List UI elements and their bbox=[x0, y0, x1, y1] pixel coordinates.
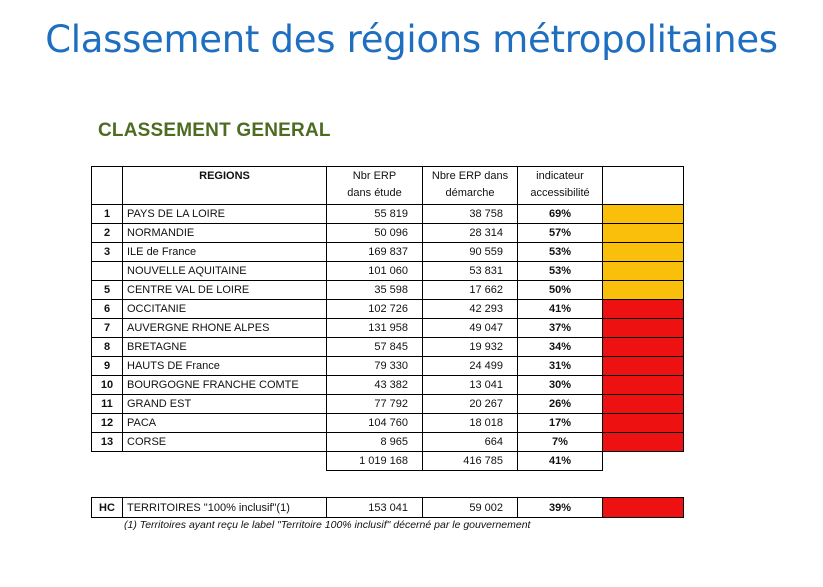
indicator-cell: 69% bbox=[518, 205, 603, 224]
erp-demarche-cell: 664 bbox=[423, 433, 518, 452]
region-cell: PAYS DE LA LOIRE bbox=[123, 205, 327, 224]
erp-demarche-cell: 18 018 bbox=[423, 414, 518, 433]
erp-etude-cell: 79 330 bbox=[327, 357, 423, 376]
indicator-cell: 34% bbox=[518, 338, 603, 357]
hc-indicator: 39% bbox=[518, 498, 603, 518]
erp-etude-cell: 8 965 bbox=[327, 433, 423, 452]
table-row bbox=[92, 243, 684, 262]
region-header: REGIONS bbox=[123, 167, 327, 205]
erp-etude-cell: 57 845 bbox=[327, 338, 423, 357]
table-header-row bbox=[92, 167, 684, 205]
table-row bbox=[92, 414, 684, 433]
erp-etude-cell: 35 598 bbox=[327, 281, 423, 300]
erp-demarche-cell: 53 831 bbox=[423, 262, 518, 281]
hc-region: TERRITOIRES "100% inclusif"(1) bbox=[123, 498, 327, 518]
indicator-cell: 7% bbox=[518, 433, 603, 452]
table-row bbox=[92, 319, 684, 338]
table-row bbox=[92, 433, 684, 452]
erp-demarche-cell: 42 293 bbox=[423, 300, 518, 319]
hc-erp-demarche: 59 002 bbox=[423, 498, 518, 518]
rank-cell: 7 bbox=[92, 319, 123, 338]
region-cell: NORMANDIE bbox=[123, 224, 327, 243]
color-cell bbox=[603, 243, 684, 262]
hc-rank: HC bbox=[92, 498, 123, 518]
region-cell: HAUTS DE France bbox=[123, 357, 327, 376]
erp-etude-header: Nbr ERP dans étude bbox=[327, 167, 423, 205]
indicator-cell: 31% bbox=[518, 357, 603, 376]
erp-demarche-cell: 38 758 bbox=[423, 205, 518, 224]
rank-cell: 1 bbox=[92, 205, 123, 224]
color-cell bbox=[603, 357, 684, 376]
table-row bbox=[92, 281, 684, 300]
erp-demarche-cell: 24 499 bbox=[423, 357, 518, 376]
erp-etude-cell: 101 060 bbox=[327, 262, 423, 281]
erp-demarche-cell: 28 314 bbox=[423, 224, 518, 243]
region-cell: NOUVELLE AQUITAINE bbox=[123, 262, 327, 281]
region-cell: CORSE bbox=[123, 433, 327, 452]
color-cell bbox=[603, 262, 684, 281]
erp-etude-cell: 104 760 bbox=[327, 414, 423, 433]
hc-table bbox=[91, 497, 684, 518]
region-cell: GRAND EST bbox=[123, 395, 327, 414]
region-cell: PACA bbox=[123, 414, 327, 433]
hc-row bbox=[92, 498, 684, 518]
erp-demarche-cell: 17 662 bbox=[423, 281, 518, 300]
erp-demarche-cell: 13 041 bbox=[423, 376, 518, 395]
table-row bbox=[92, 338, 684, 357]
indicator-cell: 37% bbox=[518, 319, 603, 338]
slide-title: Classement des régions métropolitaines bbox=[45, 18, 778, 61]
total-erp-etude: 1 019 168 bbox=[327, 452, 423, 471]
color-cell bbox=[603, 395, 684, 414]
erp-etude-cell: 169 837 bbox=[327, 243, 423, 262]
erp-etude-cell: 55 819 bbox=[327, 205, 423, 224]
totals-blank-rank bbox=[92, 452, 123, 471]
erp-etude-cell: 77 792 bbox=[327, 395, 423, 414]
erp-demarche-cell: 19 932 bbox=[423, 338, 518, 357]
rank-cell: 5 bbox=[92, 281, 123, 300]
erp-demarche-cell: 20 267 bbox=[423, 395, 518, 414]
totals-blank-region bbox=[123, 452, 327, 471]
erp-demarche-header: Nbre ERP dans démarche bbox=[423, 167, 518, 205]
color-cell bbox=[603, 338, 684, 357]
erp-etude-cell: 50 096 bbox=[327, 224, 423, 243]
erp-etude-cell: 131 958 bbox=[327, 319, 423, 338]
rank-cell: 13 bbox=[92, 433, 123, 452]
rank-cell: 6 bbox=[92, 300, 123, 319]
color-cell bbox=[603, 281, 684, 300]
table-row bbox=[92, 395, 684, 414]
region-cell: BOURGOGNE FRANCHE COMTE bbox=[123, 376, 327, 395]
color-cell bbox=[603, 224, 684, 243]
section-heading: CLASSEMENT GENERAL bbox=[98, 120, 331, 141]
indicator-cell: 53% bbox=[518, 243, 603, 262]
erp-etude-cell: 43 382 bbox=[327, 376, 423, 395]
color-cell bbox=[603, 376, 684, 395]
erp-etude-cell: 102 726 bbox=[327, 300, 423, 319]
total-indicator: 41% bbox=[518, 452, 603, 471]
total-erp-demarche: 416 785 bbox=[423, 452, 518, 471]
region-cell: OCCITANIE bbox=[123, 300, 327, 319]
region-cell: AUVERGNE RHONE ALPES bbox=[123, 319, 327, 338]
indicator-cell: 26% bbox=[518, 395, 603, 414]
table-row bbox=[92, 300, 684, 319]
erp-demarche-cell: 49 047 bbox=[423, 319, 518, 338]
region-cell: CENTRE VAL DE LOIRE bbox=[123, 281, 327, 300]
totals-blank-color bbox=[603, 452, 684, 471]
indicator-cell: 41% bbox=[518, 300, 603, 319]
rank-header bbox=[92, 167, 123, 205]
rank-cell bbox=[92, 262, 123, 281]
rank-cell: 8 bbox=[92, 338, 123, 357]
color-cell bbox=[603, 300, 684, 319]
table-row bbox=[92, 205, 684, 224]
region-cell: ILE de France bbox=[123, 243, 327, 262]
indicator-cell: 50% bbox=[518, 281, 603, 300]
color-cell bbox=[603, 319, 684, 338]
rank-cell: 2 bbox=[92, 224, 123, 243]
indicator-cell: 30% bbox=[518, 376, 603, 395]
erp-demarche-cell: 90 559 bbox=[423, 243, 518, 262]
indicator-cell: 17% bbox=[518, 414, 603, 433]
table-row bbox=[92, 262, 684, 281]
rank-cell: 3 bbox=[92, 243, 123, 262]
rank-cell: 10 bbox=[92, 376, 123, 395]
hc-color-cell bbox=[603, 498, 684, 518]
footnote: (1) Territoires ayant reçu le label "Territoire 100% inclusif" décerné par le gouvernement bbox=[124, 519, 531, 531]
color-cell bbox=[603, 414, 684, 433]
totals-row bbox=[92, 452, 684, 471]
table-row bbox=[92, 376, 684, 395]
ranking-table bbox=[91, 166, 684, 471]
indicator-cell: 53% bbox=[518, 262, 603, 281]
color-cell bbox=[603, 205, 684, 224]
rank-cell: 12 bbox=[92, 414, 123, 433]
color-cell bbox=[603, 433, 684, 452]
indicator-cell: 57% bbox=[518, 224, 603, 243]
hc-erp-etude: 153 041 bbox=[327, 498, 423, 518]
indicator-header: indicateur accessibilité bbox=[518, 167, 603, 205]
table-row bbox=[92, 224, 684, 243]
rank-cell: 9 bbox=[92, 357, 123, 376]
rank-cell: 11 bbox=[92, 395, 123, 414]
table-row bbox=[92, 357, 684, 376]
region-cell: BRETAGNE bbox=[123, 338, 327, 357]
color-header bbox=[603, 167, 684, 205]
